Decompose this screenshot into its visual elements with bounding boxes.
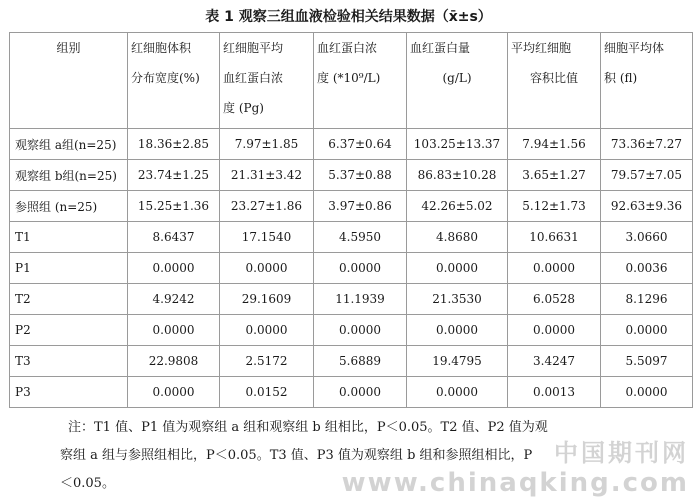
table-row	[10, 346, 693, 377]
header-line: 容积比值	[529, 71, 578, 85]
table-row	[10, 253, 693, 284]
table-cell: 3.65±1.27	[508, 160, 601, 191]
header-line: 组别	[56, 41, 81, 55]
table-row	[10, 284, 693, 315]
table-cell: 8.1296	[601, 284, 693, 315]
table-cell: 0.0000	[314, 253, 407, 284]
watermark-cn: 中国期刊网	[554, 439, 689, 467]
table-cell: 0.0000	[128, 315, 220, 346]
table-cell: 19.4795	[407, 346, 508, 377]
header-cell-hct	[508, 33, 601, 129]
table-cell: 86.83±10.28	[407, 160, 508, 191]
table-cell: 5.37±0.88	[314, 160, 407, 191]
table-cell: 4.8680	[407, 222, 508, 253]
header-line: 红细胞体积	[131, 41, 192, 55]
table-cell: 103.25±13.37	[407, 129, 508, 160]
table-row	[10, 160, 693, 191]
header-line: 细胞平均体	[604, 41, 665, 55]
header-cell-mcv	[601, 33, 693, 129]
table-cell: 3.0660	[601, 222, 693, 253]
header-cell-hgb	[407, 33, 508, 129]
table-cell: 21.31±3.42	[220, 160, 314, 191]
table-cell: 5.12±1.73	[508, 191, 601, 222]
note-line: 注：T1 值、P1 值为观察组 a 组和观察组 b 组相比，P＜0.05。T2 值、P2 值为观	[68, 420, 548, 435]
table-title: 表 1 观察三组血液检验相关结果数据（x̄±s）	[205, 9, 492, 25]
table-cell: 0.0036	[601, 253, 693, 284]
note-line: ＜0.05。	[60, 476, 115, 491]
table-cell: 0.0000	[508, 315, 601, 346]
table-cell: 8.6437	[128, 222, 220, 253]
table-cell: 3.4247	[508, 346, 601, 377]
header-line: 红细胞平均	[223, 41, 284, 55]
table-cell: 6.37±0.64	[314, 129, 407, 160]
header-row	[10, 33, 693, 129]
header-cell-group	[10, 33, 128, 129]
table-cell: 15.25±1.36	[128, 191, 220, 222]
row-label-cell: T1	[10, 222, 128, 253]
table-cell: 23.27±1.86	[220, 191, 314, 222]
table-cell: 73.36±7.27	[601, 129, 693, 160]
header-cell-rdw	[128, 33, 220, 129]
watermark-url: www.chinaqking.com	[341, 468, 689, 498]
table-cell: 0.0000	[314, 377, 407, 408]
header-line: 分布宽度(%)	[131, 71, 200, 85]
table-cell: 7.94±1.56	[508, 129, 601, 160]
header-line: 度 (Pg)	[223, 101, 264, 115]
table-row	[10, 222, 693, 253]
table-cell: 92.63±9.36	[601, 191, 693, 222]
table-cell: 6.0528	[508, 284, 601, 315]
row-label-cell: 观察组 b组(n=25)	[10, 160, 128, 191]
table-cell: 29.1609	[220, 284, 314, 315]
table-cell: 0.0152	[220, 377, 314, 408]
table-cell: 18.36±2.85	[128, 129, 220, 160]
table-cell: 23.74±1.25	[128, 160, 220, 191]
table-cell: 0.0013	[508, 377, 601, 408]
table-cell: 0.0000	[314, 315, 407, 346]
row-label-cell: T2	[10, 284, 128, 315]
table-cell: 17.1540	[220, 222, 314, 253]
table-cell: 5.5097	[601, 346, 693, 377]
header-line: 血红蛋白浓	[223, 71, 284, 85]
table-cell: 0.0000	[407, 253, 508, 284]
table-row	[10, 191, 693, 222]
table-cell: 42.26±5.02	[407, 191, 508, 222]
header-line: 平均红细胞	[511, 41, 572, 55]
results-table	[9, 32, 693, 408]
table-cell: 21.3530	[407, 284, 508, 315]
table-cell: 0.0000	[220, 253, 314, 284]
table-cell: 4.5950	[314, 222, 407, 253]
table-cell: 22.9808	[128, 346, 220, 377]
row-label-cell: P1	[10, 253, 128, 284]
table-cell: 0.0000	[128, 377, 220, 408]
header-cell-mch	[220, 33, 314, 129]
table-cell: 0.0000	[407, 377, 508, 408]
row-label-cell: P3	[10, 377, 128, 408]
table-row	[10, 129, 693, 160]
note-line: 察组 a 组与参照组相比，P＜0.05。T3 值、P3 值为观察组 b 组和参照组相比，P	[60, 448, 533, 463]
header-cell-mchc	[314, 33, 407, 129]
table-cell: 2.5172	[220, 346, 314, 377]
table-cell: 0.0000	[128, 253, 220, 284]
header-line: 度 (*10⁹/L)	[317, 71, 381, 85]
row-label-cell: 观察组 a组(n=25)	[10, 129, 128, 160]
table-cell: 79.57±7.05	[601, 160, 693, 191]
header-line: (g/L)	[442, 71, 472, 85]
row-label-cell: T3	[10, 346, 128, 377]
table-cell: 0.0000	[407, 315, 508, 346]
table-cell: 5.6889	[314, 346, 407, 377]
table-cell: 0.0000	[508, 253, 601, 284]
table-cell: 0.0000	[601, 315, 693, 346]
table-cell: 11.1939	[314, 284, 407, 315]
row-label-cell: P2	[10, 315, 128, 346]
table-row	[10, 315, 693, 346]
table-row	[10, 377, 693, 408]
row-label-cell: 参照组 (n=25)	[10, 191, 128, 222]
watermark	[342, 433, 689, 498]
table-cell: 0.0000	[220, 315, 314, 346]
table-cell: 4.9242	[128, 284, 220, 315]
table-cell: 7.97±1.85	[220, 129, 314, 160]
table-cell: 10.6631	[508, 222, 601, 253]
table-body	[10, 129, 693, 408]
table-cell: 3.97±0.86	[314, 191, 407, 222]
header-line: 积 (fl)	[604, 71, 638, 85]
header-line: 血红蛋白量	[410, 41, 471, 55]
header-line: 血红蛋白浓	[317, 41, 378, 55]
table-cell: 0.0000	[601, 377, 693, 408]
